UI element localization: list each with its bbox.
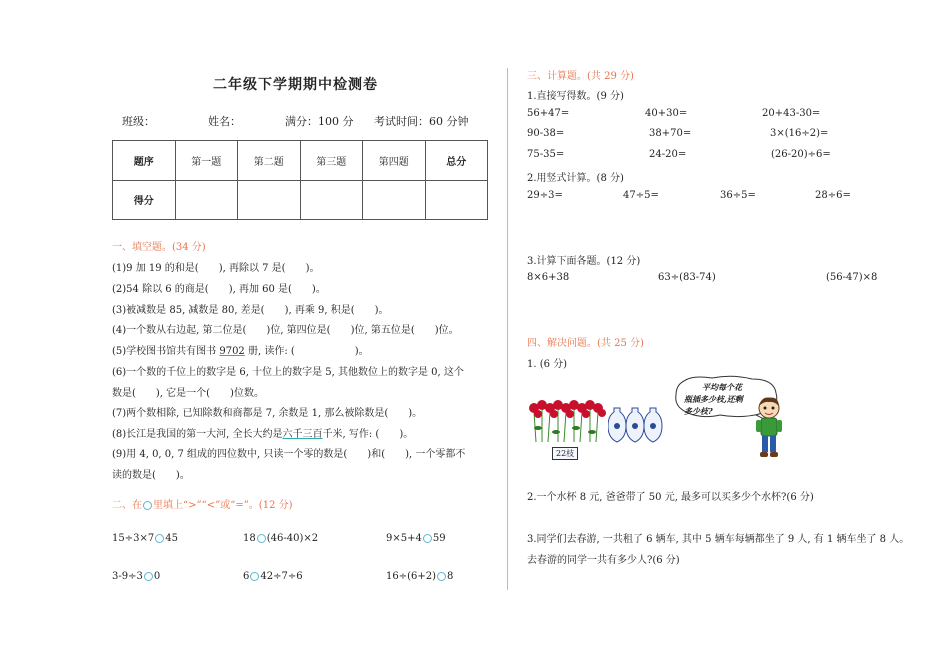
calc-item: (26-20)÷6= bbox=[771, 149, 831, 160]
section-3-title: 三、计算题。(共 29 分) bbox=[527, 71, 634, 82]
score-cell[interactable] bbox=[300, 180, 363, 220]
question-1: (1)9 加 19 的和是( ), 再除以 7 是( )。 bbox=[112, 263, 320, 274]
circle-icon bbox=[143, 501, 152, 510]
score-cell[interactable] bbox=[363, 180, 426, 220]
expression-item: 8×6+38 bbox=[527, 272, 570, 283]
section-2-title: 二、在 里填上“>”“<”或“=”。(12 分) bbox=[112, 500, 293, 511]
full-score-label: 满分：100 分 bbox=[285, 115, 354, 128]
part-3-title: 3.计算下面各题。(12 分) bbox=[527, 256, 641, 267]
column-divider bbox=[507, 68, 508, 590]
calc-item: 20+43-30= bbox=[762, 108, 821, 119]
vases-illustration bbox=[608, 406, 664, 444]
score-row-label: 得分 bbox=[113, 180, 176, 220]
compare-2: 18 (46-40)×2 bbox=[243, 533, 319, 544]
column-total: 总分 bbox=[425, 141, 488, 181]
compare-circle[interactable] bbox=[437, 572, 446, 581]
score-cell[interactable] bbox=[425, 180, 488, 220]
calc-item: 75-35= bbox=[527, 149, 565, 160]
question-6-line2: 数是( ), 它是一个( )位数。 bbox=[112, 388, 264, 399]
question-9-line1: (9)用 4, 0, 0, 7 组成的四位数中, 只读一个零的数是( )和( ), 一个零都不 bbox=[112, 449, 466, 460]
problem-3-line2: 去春游的同学一共有多少人?(6 分) bbox=[527, 555, 680, 566]
compare-5: 6 42÷7÷6 bbox=[243, 571, 303, 582]
bubble-line-2: 瓶插多少枝,还剩 bbox=[684, 394, 743, 404]
page-title: 二年级下学期期中检测卷 bbox=[213, 77, 378, 93]
vertical-calc-item: 29÷3= bbox=[527, 190, 563, 201]
compare-3: 9×5+4 59 bbox=[386, 533, 446, 544]
boy-illustration bbox=[754, 396, 784, 460]
compare-6: 16÷(6+2) 8 bbox=[386, 571, 454, 582]
flower-heads bbox=[529, 400, 606, 418]
flowers-illustration bbox=[528, 398, 610, 444]
score-cell[interactable] bbox=[175, 180, 238, 220]
question-3: (3)被减数是 85, 减数是 80, 差是( ), 再乘 9, 积是( )。 bbox=[112, 305, 389, 316]
exam-time-label: 考试时间：60 分钟 bbox=[374, 115, 469, 128]
score-table bbox=[112, 140, 488, 220]
question-8: (8)长江是我国的第一大河, 全长大约是六千三百千米, 写作: ( )。 bbox=[112, 429, 414, 440]
compare-4: 3-9÷3 0 bbox=[112, 571, 161, 582]
bubble-line-3: 多少枝? bbox=[684, 406, 713, 416]
vertical-calc-item: 36÷5= bbox=[720, 190, 756, 201]
question-7: (7)两个数相除, 已知除数和商都是 7, 余数是 1, 那么被除数是( )。 bbox=[112, 408, 423, 419]
column-q3: 第三题 bbox=[300, 141, 363, 181]
flower-count-tag: 22枝 bbox=[552, 447, 578, 460]
compare-1: 15÷3×7 45 bbox=[112, 533, 178, 544]
question-9-line2: 读的数是( )。 bbox=[112, 470, 190, 481]
calc-item: 38+70= bbox=[649, 128, 692, 139]
question-4: (4)一个数从右边起, 第二位是( )位, 第四位是( )位, 第五位是( )位。 bbox=[112, 325, 459, 336]
section-4-title: 四、解决问题。(共 25 分) bbox=[527, 338, 644, 349]
section-1-title: 一、填空题。(34 分) bbox=[112, 242, 206, 253]
compare-circle[interactable] bbox=[250, 572, 259, 581]
number-underlined: 9702 bbox=[219, 346, 245, 357]
problem-1-label: 1. (6 分) bbox=[527, 359, 568, 370]
number-underlined: 六千三百 bbox=[282, 429, 323, 440]
part-1-title: 1.直接写得数。(9 分) bbox=[527, 91, 624, 102]
question-2: (2)54 除以 6 的商是( ), 再加 60 是( )。 bbox=[112, 284, 326, 295]
class-label: 班级： bbox=[122, 115, 155, 128]
compare-circle[interactable] bbox=[423, 534, 432, 543]
question-6-line1: (6)一个数的千位上的数字是 6, 十位上的数字是 5, 其他数位上的数字是 0, 这个 bbox=[112, 367, 464, 378]
expression-item: (56-47)×8 bbox=[826, 272, 878, 283]
problem-3-line1: 3.同学们去春游, 一共租了 6 辆车, 其中 5 辆车每辆都坐了 9 人, 有 1 辆车坐了 8 人。 bbox=[527, 534, 910, 545]
column-q4: 第四题 bbox=[363, 141, 426, 181]
column-q1: 第一题 bbox=[175, 141, 238, 181]
score-cell[interactable] bbox=[238, 180, 301, 220]
part-2-title: 2.用竖式计算。(8 分) bbox=[527, 173, 624, 184]
expression-item: 63÷(83-74) bbox=[658, 272, 716, 283]
bubble-line-1: 平均每个花 bbox=[702, 382, 742, 392]
compare-circle[interactable] bbox=[144, 572, 153, 581]
question-5: (5)学校图书馆共有图书 9702 册, 读作: ( )。 bbox=[112, 346, 369, 357]
calc-item: 56+47= bbox=[527, 108, 570, 119]
name-label: 姓名： bbox=[208, 115, 241, 128]
compare-circle[interactable] bbox=[257, 534, 266, 543]
calc-item: 24-20= bbox=[649, 149, 687, 160]
compare-circle[interactable] bbox=[155, 534, 164, 543]
calc-item: 40+30= bbox=[645, 108, 688, 119]
table-row-header: 题序 bbox=[113, 141, 176, 181]
vertical-calc-item: 28÷6= bbox=[815, 190, 851, 201]
calc-item: 90-38= bbox=[527, 128, 565, 139]
vertical-calc-item: 47÷5= bbox=[623, 190, 659, 201]
problem-2: 2.一个水杯 8 元, 爸爸带了 50 元, 最多可以买多少个水杯?(6 分) bbox=[527, 492, 814, 503]
calc-item: 3×(16÷2)= bbox=[770, 128, 829, 139]
column-q2: 第二题 bbox=[238, 141, 301, 181]
